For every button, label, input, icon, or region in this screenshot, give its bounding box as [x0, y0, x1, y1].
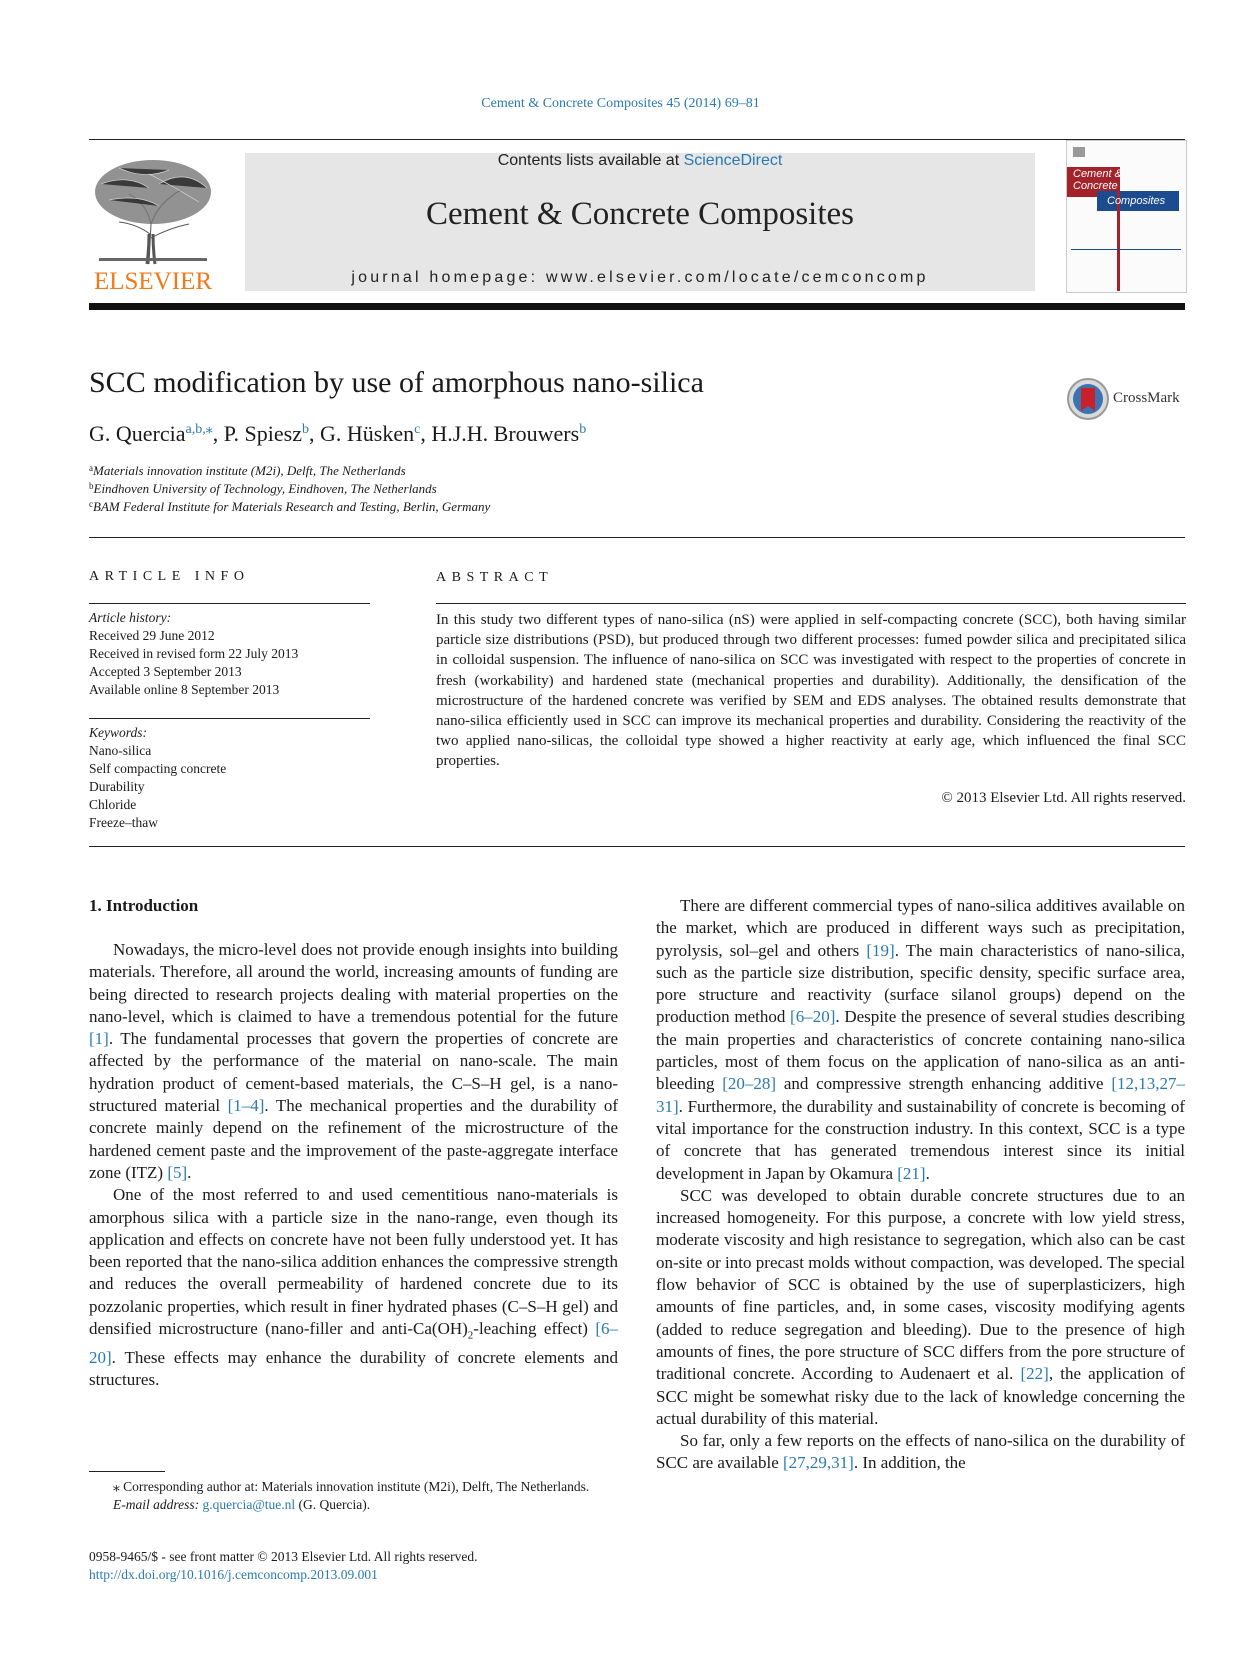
- body-text: and compressive strength enhancing additive: [776, 1074, 1112, 1094]
- author-name[interactable]: H.J.H. Brouwers: [431, 421, 580, 446]
- author-separator: ,: [308, 421, 320, 446]
- footnote-text: Corresponding author at: Materials innovation institute (M2i), Delft, The Netherlands.: [119, 1479, 590, 1494]
- article-history-label: Article history:: [89, 610, 172, 625]
- affiliation-mark: b: [89, 481, 94, 491]
- contents-prefix: Contents lists available at: [497, 152, 684, 169]
- citation-link[interactable]: [21]: [897, 1163, 926, 1183]
- citation-link[interactable]: [20–28]: [722, 1074, 777, 1094]
- citation-link[interactable]: [1]: [89, 1029, 109, 1049]
- body-text: Nowadays, the micro-level does not provide enough insights into building materials. Therefore, all around the world, increasing amounts of funding are being directed to research projects dealing with material properties on the nano-level, which is claimed to have a tremendous potential for the future: [89, 940, 618, 1026]
- author-name[interactable]: G. Quercia: [89, 421, 186, 446]
- doi-link[interactable]: http://dx.doi.org/10.1016/j.cemconcomp.2013.09.001: [89, 1567, 378, 1582]
- history-entry: Available online 8 September 2013: [89, 682, 280, 697]
- email-suffix: (G. Quercia).: [295, 1497, 371, 1512]
- cover-title-3: Composites: [1107, 195, 1166, 207]
- cover-title-2: Concrete: [1073, 180, 1118, 192]
- citation-link[interactable]: [19]: [866, 940, 895, 960]
- crossmark-icon[interactable]: [1066, 377, 1110, 421]
- author-name[interactable]: P. Spiesz: [223, 421, 302, 446]
- body-text: There are different commercial types of nano-silica additives available on the market, which are produced in different ways such as precipitation, pyrolysis, sol–gel and others: [656, 896, 1185, 960]
- body-text: , the application of SCC might be somewhat risky due to the lack of knowledge concerning the actual durability of this material.: [656, 1364, 1185, 1428]
- citation-link[interactable]: [22]: [1020, 1364, 1049, 1384]
- keywords: [89, 724, 370, 832]
- keyword: Durability: [89, 779, 145, 794]
- keyword: Nano-silica: [89, 743, 152, 758]
- author-affiliation-mark[interactable]: b: [301, 422, 309, 437]
- abstract-bottom-rule: [89, 846, 1185, 847]
- cover-blue-line: [1071, 249, 1181, 250]
- body-paragraph: [656, 1185, 1185, 1430]
- article-info-heading: ARTICLE INFO: [89, 569, 250, 584]
- keyword: Self compacting concrete: [89, 761, 227, 776]
- body-right-column: [656, 895, 1185, 1475]
- affiliation-mark: a: [89, 463, 93, 473]
- cover-logo-icon: [1073, 147, 1085, 157]
- body-text: . The main characteristics of nano-silica, such as the particle size distribution, specific density, specific surface area, pore structure and reactivity (surface silanol groups) depend on the production method: [656, 940, 1186, 1027]
- author-name[interactable]: G. Hüsken: [319, 421, 415, 446]
- history-entry: Accepted 3 September 2013: [89, 664, 242, 679]
- contents-line: [245, 152, 1035, 170]
- affiliation: [89, 463, 406, 479]
- author-separator: ,: [420, 421, 432, 446]
- article-history: [89, 609, 370, 699]
- journal-cover-thumbnail: [1066, 140, 1187, 293]
- body-text: . These effects may enhance the durability of concrete elements and structures.: [89, 1347, 618, 1390]
- body-text: . Furthermore, the durability and sustainability of concrete is becoming of vital importance for the construction industry. In this context, SCC is a type of concrete that has generated tremendous interest since its initial development in Japan by Okamura: [656, 1096, 1185, 1183]
- body-text: . The mechanical properties and the durability of concrete mainly depend on the refinement of the microstructure of the hardened cement paste and the improvement of the paste-aggregate interface zone (ITZ): [89, 1096, 618, 1182]
- header-thick-rule: [89, 303, 1185, 310]
- abstract-copyright: © 2013 Elsevier Ltd. All rights reserved.: [941, 790, 1186, 806]
- body-paragraph: [89, 939, 618, 1184]
- body-text: . In addition, the: [853, 1453, 966, 1473]
- author-affiliation-mark[interactable]: c: [414, 422, 421, 437]
- affiliation: [89, 499, 490, 515]
- body-text: . Despite the presence of several studies describing the main properties and characteristics of concrete containing nano-silica particles, most of them focus on the application of nano-silica as an anti-bleeding: [656, 1007, 1185, 1094]
- body-text: -leaching effect): [473, 1319, 596, 1339]
- abstract-rule: [436, 603, 1186, 604]
- article-title: SCC modification by use of amorphous nano-silica: [89, 366, 704, 399]
- journal-name: Cement & Concrete Composites: [425, 196, 855, 232]
- affiliation-text: BAM Federal Institute for Materials Research and Testing, Berlin, Germany: [93, 499, 491, 514]
- citation-link[interactable]: [27,29,31]: [783, 1453, 854, 1473]
- footnote-email: [89, 1496, 618, 1514]
- crossmark-label[interactable]: CrossMark: [1113, 390, 1180, 406]
- body-text: . The fundamental processes that govern the properties of concrete are affected by the performance of the material on nano-scale. The main hydration product of cement-based materials, the C–S–H gel, is a nano-structured material: [89, 1029, 618, 1116]
- body-text: SCC was developed to obtain durable concrete structures due to an increased homogeneity. For this purpose, a concrete with low yield stress, moderate viscosity and high resistance to segregation, which also can be cast on-site or into precast molds without compaction, was developed. The special flow behavior of SCC is obtained by the use of superplasticizers, high amounts of fine particles, and, in some cases, viscosity modifying agents (added to reduce segregation and bleeding). Due to the presence of high amounts of fines, the pore structure of SCC differs from the pore structure of traditional concrete. According to Audenaert et al.: [656, 1185, 1185, 1384]
- footnote-rule: [89, 1471, 165, 1472]
- email-link[interactable]: g.quercia@tue.nl: [202, 1497, 296, 1512]
- footnote-corresponding: [89, 1478, 618, 1496]
- journal-citation[interactable]: Cement & Concrete Composites 45 (2014) 69–81: [481, 96, 760, 111]
- citation-link[interactable]: [6–20]: [790, 1007, 836, 1027]
- body-paragraph: [656, 895, 1185, 1185]
- citation-link[interactable]: [1–4]: [227, 1096, 265, 1116]
- header-rule: [89, 139, 1185, 140]
- sciencedirect-link[interactable]: ScienceDirect: [683, 152, 783, 169]
- history-entry: Received in revised form 22 July 2013: [89, 646, 299, 661]
- author-affiliation-mark[interactable]: a,b,⁎: [185, 422, 213, 437]
- history-entry: Received 29 June 2012: [89, 628, 215, 643]
- body-text: .: [925, 1163, 930, 1183]
- citation-link[interactable]: [5]: [167, 1162, 188, 1182]
- email-label: E-mail address:: [113, 1497, 203, 1512]
- keyword: Freeze–thaw: [89, 815, 158, 830]
- elsevier-wordmark: ELSEVIER: [93, 268, 213, 295]
- affiliation: [89, 481, 437, 497]
- issn-line: 0958-9465/$ - see front matter © 2013 Elsevier Ltd. All rights reserved.: [89, 1549, 478, 1564]
- body-text: .: [187, 1162, 192, 1182]
- author-separator: ,: [212, 421, 224, 446]
- article-info-rule: [89, 603, 370, 604]
- keywords-label: Keywords:: [89, 725, 147, 740]
- subscript: 2: [467, 1329, 474, 1342]
- footnote-mark: ⁎: [113, 1479, 120, 1494]
- citation-link[interactable]: [12,13,27–31]: [656, 1074, 1185, 1116]
- abstract-text: In this study two different types of nano-silica (nS) were applied in self-compacting concrete (SCC), both having similar particle size distributions (PSD), but produced through two different processes: fumed powder silica and precipitated silica in colloidal suspension. The influence of nano-silica on SCC was investigated with respect to the properties of concrete in fresh (workability) and hardened state (mechanical properties and durability). Additionally, the densification of the microstructure of the hardened concrete was verified by SEM and EDS analyses. The obtained results demonstrate that nano-silica efficiently used in SCC can improve its mechanical properties and durability. Considering the reactivity of the two applied nano-silicas, the colloidal type showed a higher reactivity at early age, which influenced the final SCC properties.: [436, 612, 1186, 770]
- author-affiliation-mark[interactable]: b: [579, 422, 587, 437]
- cover-title-1: Cement &: [1073, 168, 1122, 180]
- affiliation-text: Materials innovation institute (M2i), Delft, The Netherlands: [93, 463, 406, 478]
- body-paragraph: [656, 1430, 1185, 1475]
- citation-link[interactable]: [6–20]: [89, 1319, 618, 1367]
- keyword: Chloride: [89, 797, 137, 812]
- title-bottom-rule: [89, 537, 1185, 538]
- journal-homepage[interactable]: journal homepage: www.elsevier.com/locate/cemconcomp: [351, 269, 929, 286]
- body-text: So far, only a few reports on the effects of nano-silica on the durability of SCC are available: [656, 1431, 1185, 1473]
- affiliation-mark: c: [89, 499, 93, 509]
- author-list: [89, 421, 586, 447]
- section-heading-introduction: 1. Introduction: [89, 896, 199, 915]
- body-left-column: [89, 939, 618, 1391]
- body-paragraph: [89, 1184, 618, 1391]
- corresponding-author-footnote: [89, 1478, 618, 1514]
- affiliation-text: Eindhoven University of Technology, Eindhoven, The Netherlands: [93, 481, 437, 496]
- abstract-heading: ABSTRACT: [436, 570, 554, 585]
- keywords-rule: [89, 718, 370, 719]
- body-text: One of the most referred to and used cementitious nano-materials is amorphous silica with a particle size in the nano-range, even though its application and effects on concrete have not been fully understood yet. It has been reported that the nano-silica addition enhances the compressive strength and reduces the overall permeability of hardened concrete due to its pozzolanic properties, which result in finer hydrated phases (C–S–H gel) and densified microstructure (nano-filler and anti-Ca(OH): [89, 1185, 618, 1339]
